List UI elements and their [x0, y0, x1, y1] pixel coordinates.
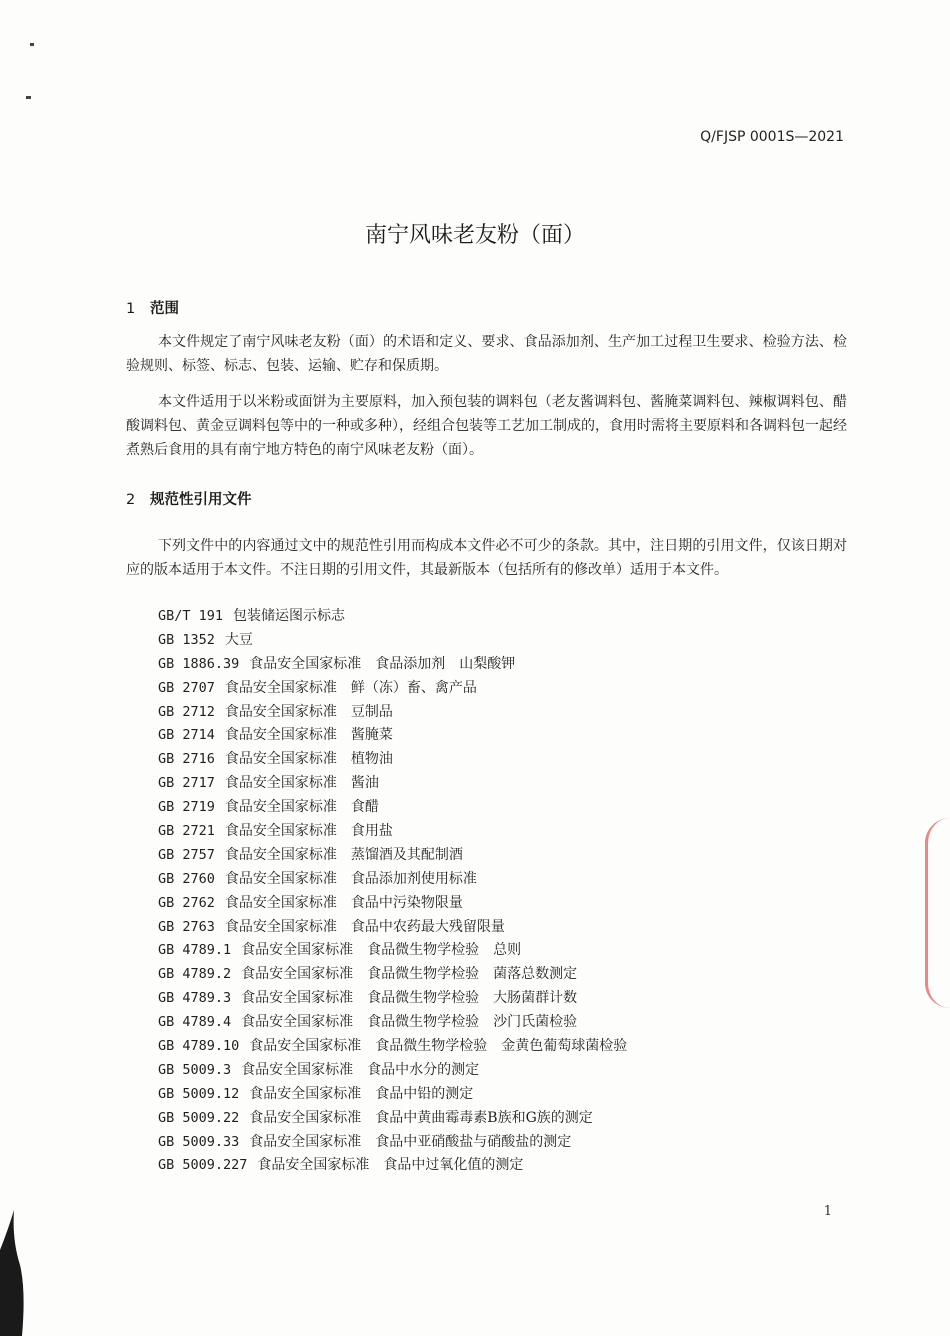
- reference-item: [158, 916, 808, 940]
- reference-item: [158, 1154, 808, 1178]
- reference-code: GB 4789.10: [158, 1038, 240, 1055]
- reference-code: GB 2719: [158, 799, 215, 816]
- reference-item: [158, 1059, 808, 1083]
- reference-item: [158, 868, 808, 892]
- reference-title: 食品安全国家标准 食品微生物学检验 大肠菌群计数: [241, 990, 578, 1007]
- scan-speck: [30, 43, 34, 46]
- reference-code: GB 1886.39: [158, 655, 240, 672]
- reference-item: [158, 1011, 808, 1035]
- reference-code: GB 2716: [158, 751, 215, 768]
- section-title: 规范性引用文件: [150, 492, 252, 508]
- document-title: 南宁风味老友粉（面）: [364, 223, 585, 248]
- reference-code: GB 2717: [158, 775, 215, 792]
- reference-title: 食品安全国家标准 酱油: [224, 775, 379, 792]
- reference-code: GB 5009.12: [158, 1085, 240, 1102]
- reference-title: 食品安全国家标准 食品微生物学检验 菌落总数测定: [241, 966, 578, 983]
- reference-title: 食品安全国家标准 酱腌菜: [224, 727, 393, 744]
- scope-paragraph-1: 本文件规定了南宁风味老友粉（面）的术语和定义、要求、食品添加剂、生产加工过程卫生要求、检验方法、检验规则、标签、标志、包装、运输、贮存和保质期。: [126, 334, 847, 374]
- reference-item: [158, 963, 808, 987]
- section-title: 范围: [150, 301, 179, 317]
- binding-mark-icon: [0, 1210, 26, 1336]
- reference-title: 食品安全国家标准 食品中铅的测定: [249, 1085, 474, 1102]
- reference-code: GB 5009.33: [158, 1133, 240, 1150]
- reference-code: GB 5009.3: [158, 1061, 232, 1078]
- reference-title: 食品安全国家标准 植物油: [224, 751, 393, 768]
- reference-title: 食品安全国家标准 食品微生物学检验 总则: [241, 942, 522, 959]
- reference-code: GB 2762: [158, 894, 215, 911]
- reference-item: [158, 796, 808, 820]
- reference-code: GB/T 191: [158, 608, 224, 624]
- reference-item: [158, 701, 808, 725]
- reference-list: [158, 605, 808, 1178]
- reference-title: 食品安全国家标准 食品微生物学检验 金黄色葡萄球菌检验: [249, 1038, 628, 1055]
- reference-code: GB 4789.1: [158, 942, 232, 959]
- reference-title: 食品安全国家标准 食品中水分的测定: [241, 1061, 480, 1078]
- reference-code: GB 2707: [158, 679, 215, 696]
- reference-item: [158, 844, 808, 868]
- reference-code: GB 4789.4: [158, 1014, 232, 1031]
- reference-item: [158, 605, 808, 629]
- reference-title: 食品安全国家标准 食品添加剂 山梨酸钾: [249, 655, 516, 672]
- reference-title: 食品安全国家标准 食品中黄曲霉毒素B族和G族的测定: [249, 1109, 593, 1126]
- reference-title: 食品安全国家标准 豆制品: [224, 703, 393, 720]
- reference-title: 食品安全国家标准 食品中污染物限量: [224, 894, 463, 911]
- reference-code: GB 2712: [158, 703, 215, 720]
- reference-code: GB 2721: [158, 823, 215, 840]
- section-number: 2: [126, 492, 136, 508]
- reference-title: 食品安全国家标准 食品微生物学检验 沙门氏菌检验: [241, 1014, 578, 1031]
- reference-item: [158, 820, 808, 844]
- page-number: 1: [823, 1204, 832, 1219]
- document-code: Q/FJSP 0001S—2021: [700, 129, 844, 145]
- reference-title: 食品安全国家标准 食用盐: [224, 823, 393, 840]
- reference-item: [158, 939, 808, 963]
- reference-code: GB 2714: [158, 727, 215, 744]
- reference-item: [158, 677, 808, 701]
- reference-code: GB 2760: [158, 870, 215, 887]
- reference-item: [158, 987, 808, 1011]
- section-heading-scope: [126, 297, 179, 318]
- section-number: 1: [126, 301, 136, 317]
- reference-title: 食品安全国家标准 食品添加剂使用标准: [224, 870, 477, 887]
- reference-code: GB 4789.3: [158, 990, 232, 1007]
- reference-code: GB 2757: [158, 846, 215, 863]
- reference-code: GB 5009.22: [158, 1109, 240, 1126]
- reference-title: 食品安全国家标准 食醋: [224, 799, 379, 816]
- red-seal-stamp-icon: [925, 818, 950, 1008]
- reference-code: GB 1352: [158, 631, 215, 648]
- reference-code: GB 2763: [158, 918, 215, 935]
- reference-item: [158, 653, 808, 677]
- scope-paragraph-2: 本文件适用于以米粉或面饼为主要原料，加入预包装的调料包（老友酱调料包、酱腌菜调料包、辣椒调料包、醋酸调料包、黄金豆调料包等中的一种或多种），经组合包装等工艺加工制成的，食用时需将主要原料和各调料包一起经煮熟后食用的具有南宁地方特色的南宁风味老友粉（面）。: [126, 394, 847, 458]
- reference-item: [158, 892, 808, 916]
- reference-item: [158, 1083, 808, 1107]
- reference-title: 食品安全国家标准 食品中过氧化值的测定: [257, 1157, 524, 1174]
- reference-code: GB 5009.227: [158, 1157, 248, 1174]
- reference-code: GB 4789.2: [158, 966, 232, 983]
- reference-item: [158, 1131, 808, 1155]
- references-intro-paragraph: 下列文件中的内容通过文中的规范性引用而构成本文件必不可少的条款。其中，注日期的引用文件，仅该日期对应的版本适用于本文件。不注日期的引用文件，其最新版本（包括所有的修改单）适用于本文件。: [126, 538, 847, 578]
- reference-title: 食品安全国家标准 食品中农药最大残留限量: [224, 918, 505, 935]
- scan-speck: [26, 96, 31, 99]
- section-heading-normative-references: [126, 488, 252, 509]
- reference-title: 大豆: [224, 631, 253, 648]
- reference-title: 食品安全国家标准 食品中亚硝酸盐与硝酸盐的测定: [249, 1133, 572, 1150]
- reference-item: [158, 1107, 808, 1131]
- reference-item: [158, 1035, 808, 1059]
- reference-item: [158, 772, 808, 796]
- reference-item: [158, 629, 808, 653]
- reference-item: [158, 748, 808, 772]
- reference-item: [158, 724, 808, 748]
- reference-title: 食品安全国家标准 鲜（冻）畜、禽产品: [224, 679, 477, 696]
- reference-title: 食品安全国家标准 蒸馏酒及其配制酒: [224, 846, 463, 863]
- reference-title: 包装储运图示标志: [233, 608, 346, 624]
